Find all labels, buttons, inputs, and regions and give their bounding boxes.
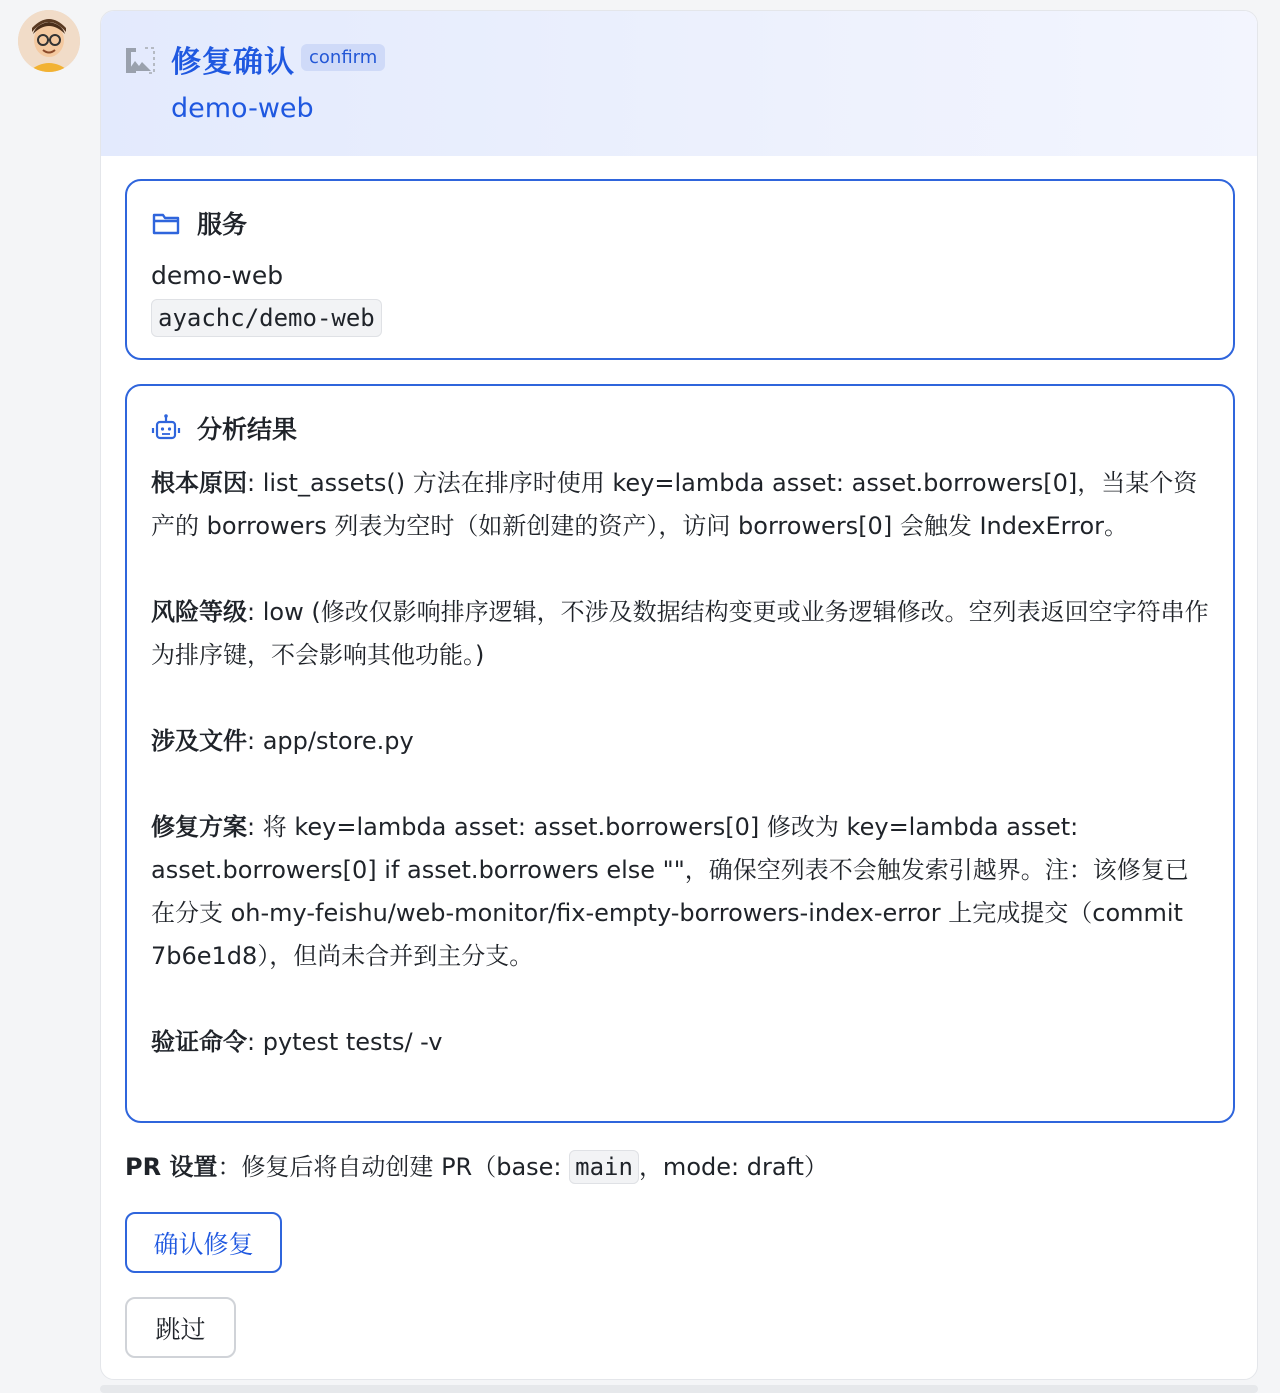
analysis-fix-plan: [151, 806, 1211, 978]
card-title: 修复确认: [171, 45, 295, 80]
avatar: [18, 10, 80, 72]
pr-text-before: ：修复后将自动创建 PR（base:: [217, 1153, 570, 1181]
pr-text-after: ，mode: draft）: [638, 1153, 828, 1181]
analysis-panel: [125, 384, 1235, 1123]
service-panel: [125, 179, 1235, 360]
service-name: demo-web: [151, 261, 284, 290]
analysis-risk-level: [151, 591, 1211, 677]
service-repo: ayachc/demo-web: [151, 299, 382, 337]
analysis-root-cause: [151, 462, 1211, 548]
analysis-heading: [151, 410, 297, 446]
pr-base-branch: main: [569, 1150, 639, 1184]
service-heading: [151, 205, 247, 241]
next-card-edge: [100, 1385, 1258, 1393]
card-subtitle: demo-web: [171, 93, 314, 124]
section-text: : 将 key=lambda asset: asset.borrowers[0] 修改为 key=lambda asset: asset.borrowers[0] if asset.borrowers else ""，确保空列表不会触发索引越界。注：该修复已在分支 oh-my-feishu/web-monitor/fix-empty-borrowers-index-error 上完成提交（commit 7b6e1d8），但尚未合并到主分支。: [151, 813, 1189, 970]
broken-image-icon: [123, 43, 157, 77]
service-heading-label: 服务: [197, 210, 248, 239]
robot-icon: [151, 413, 181, 443]
section-text: : app/store.py: [247, 727, 414, 755]
skip-button[interactable]: 跳过: [125, 1297, 236, 1358]
card-header: [101, 11, 1257, 156]
analysis-verify-command: [151, 1021, 1211, 1064]
status-tag: confirm: [301, 44, 385, 71]
section-label: 验证命令: [151, 1028, 247, 1056]
analysis-body: [151, 462, 1211, 1064]
pr-settings: [125, 1147, 828, 1182]
section-label: 根本原因: [151, 469, 247, 497]
section-label: 风险等级: [151, 598, 247, 626]
section-label: 涉及文件: [151, 727, 247, 755]
analysis-heading-label: 分析结果: [197, 415, 298, 444]
section-label: 修复方案: [151, 813, 247, 841]
pr-label: PR 设置: [125, 1153, 218, 1181]
confirm-fix-button[interactable]: 确认修复: [125, 1212, 282, 1273]
section-text: : list_assets() 方法在排序时使用 key=lambda asset: asset.borrowers[0]，当某个资产的 borrowers 列表为空时（如新创建的资产），访问 borrowers[0] 会触发 IndexError。: [151, 469, 1198, 540]
fix-confirm-card: [100, 10, 1258, 1380]
analysis-files: [151, 720, 1211, 763]
folder-icon: [151, 208, 181, 238]
section-text: : pytest tests/ -v: [247, 1028, 443, 1056]
section-text: : low (修改仅影响排序逻辑，不涉及数据结构变更或业务逻辑修改。空列表返回空字符串作为排序键，不会影响其他功能。): [151, 598, 1209, 669]
